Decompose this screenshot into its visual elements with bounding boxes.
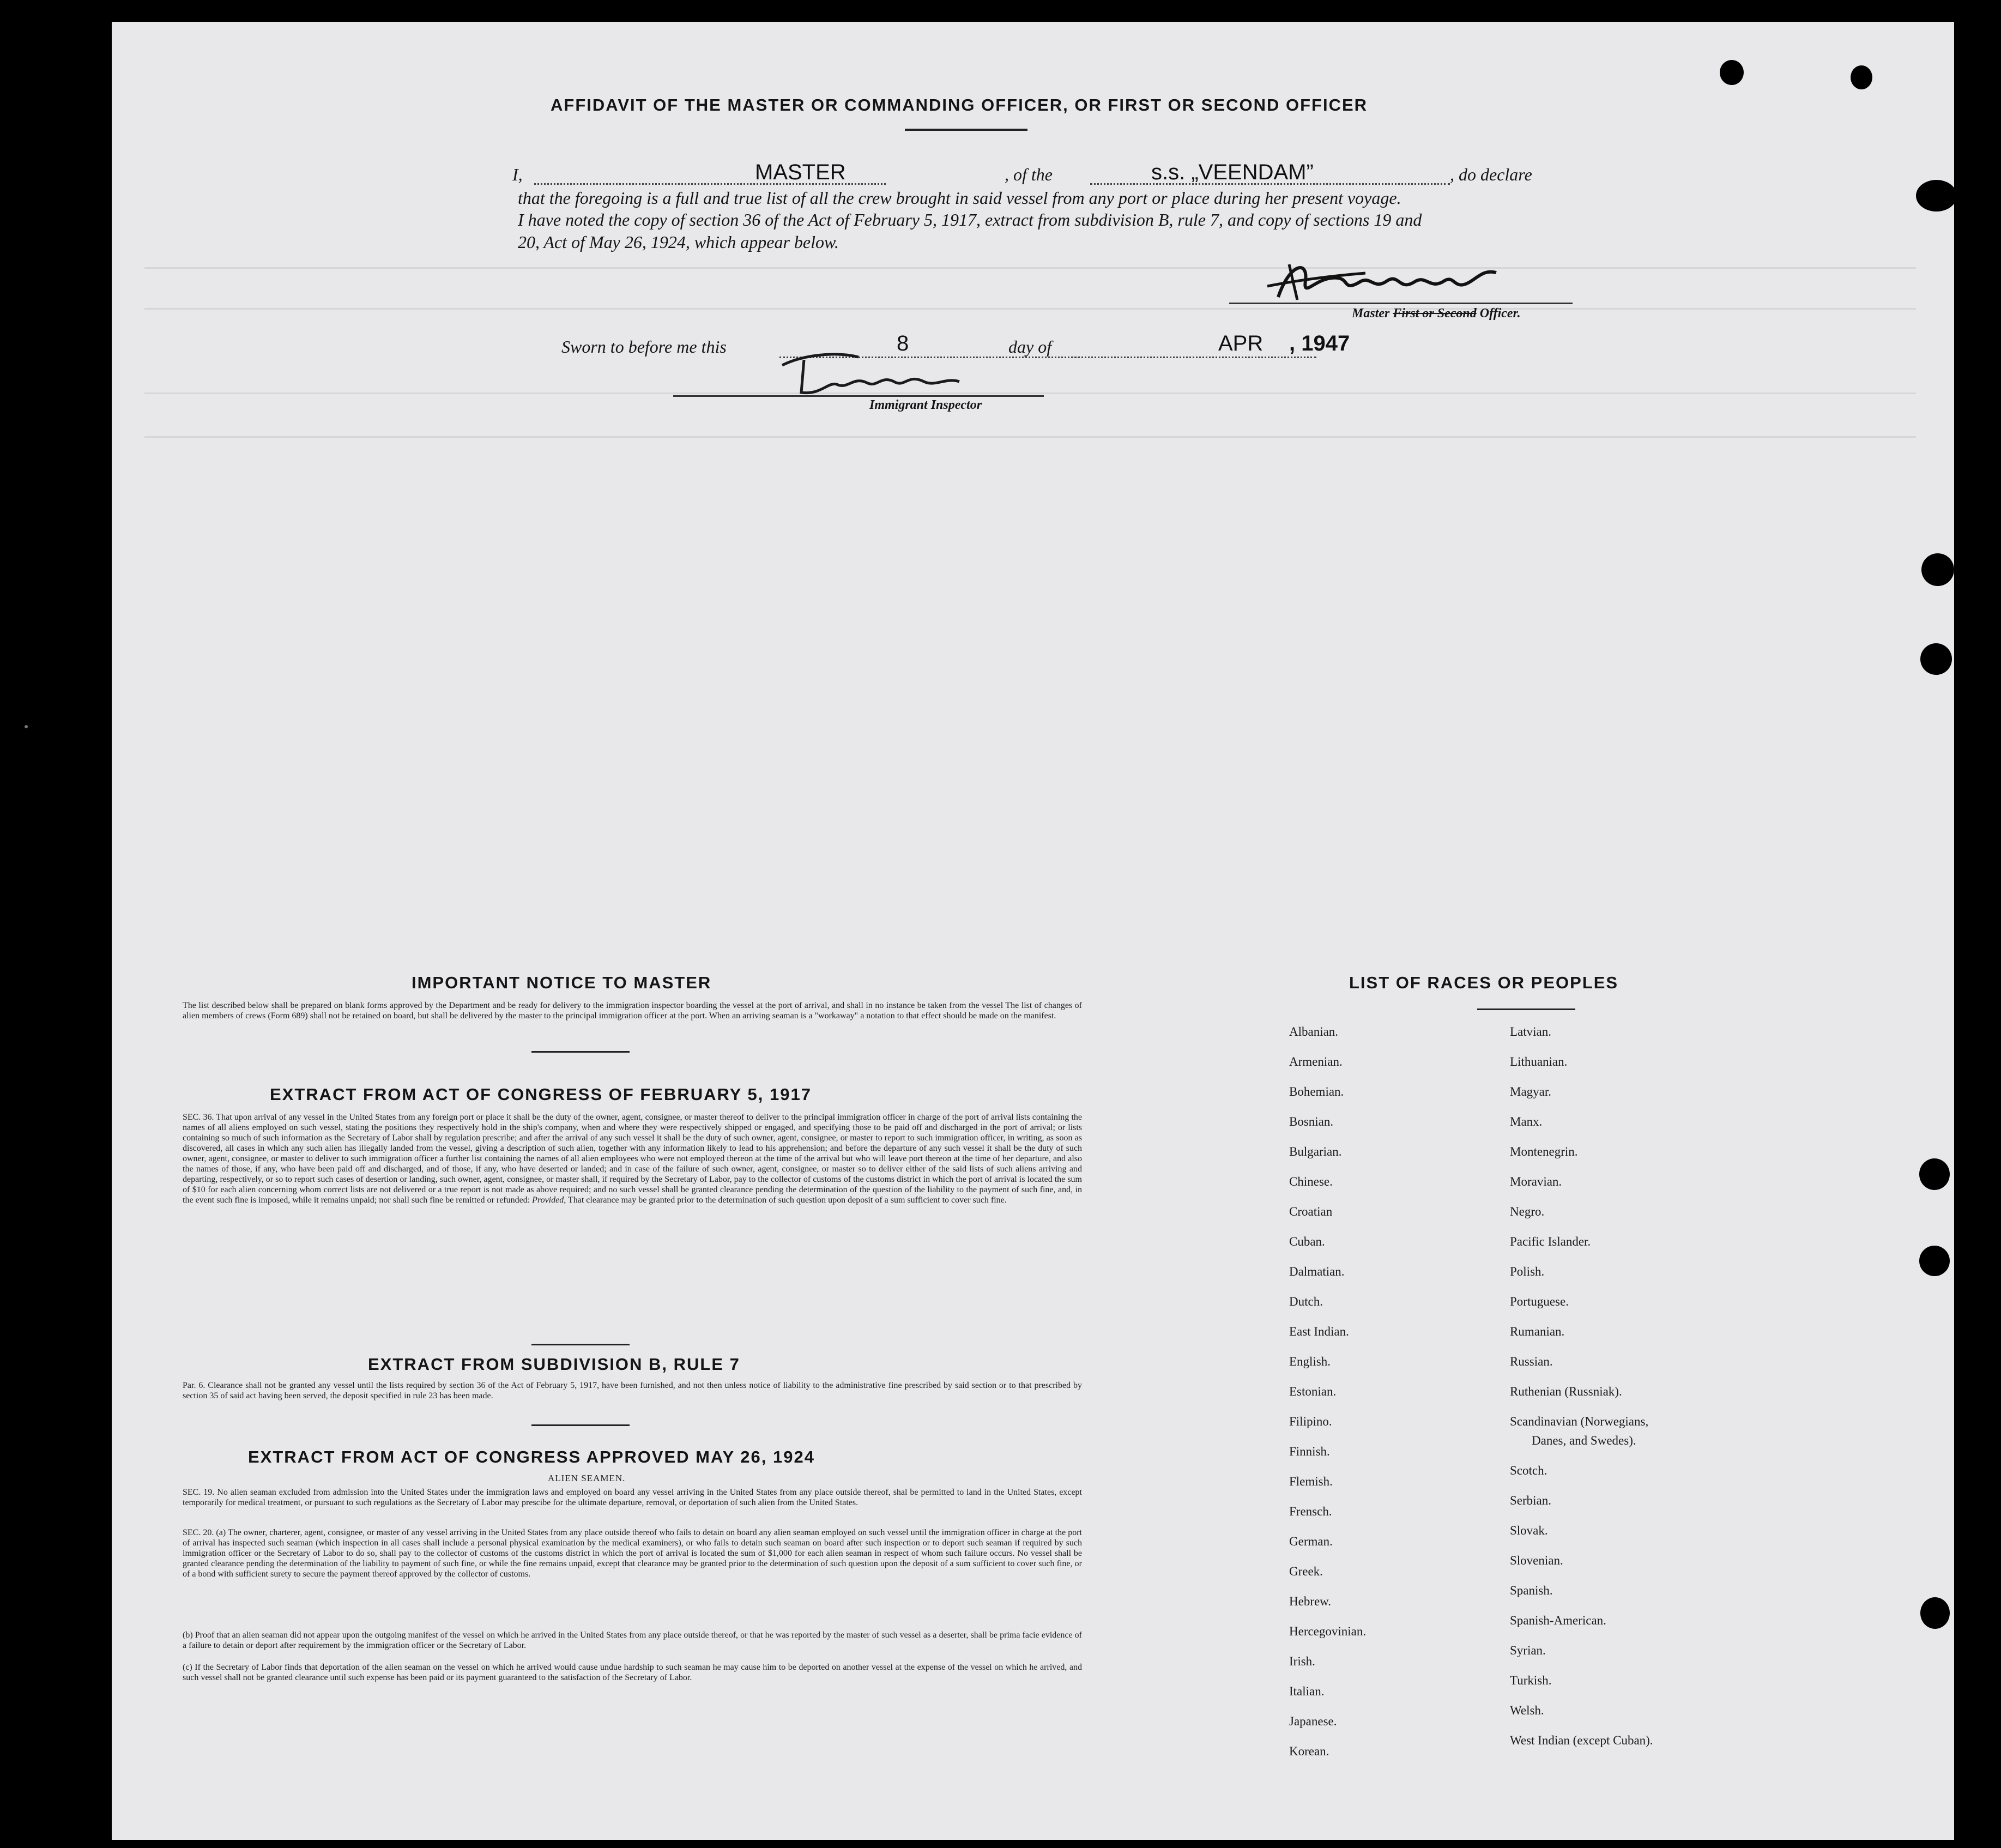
affidavit-title-rule	[905, 129, 1027, 131]
race-item: Chinese.	[1289, 1175, 1333, 1188]
affidavit-i-label: I,	[512, 165, 523, 184]
extract-1917-text	[183, 1112, 1082, 1205]
punch-hole	[1920, 1597, 1950, 1629]
race-item: Negro.	[1510, 1205, 1545, 1218]
race-item: Flemish.	[1289, 1475, 1333, 1488]
sworn-month-value: APR	[1218, 331, 1264, 355]
notice-text: The list described below shall be prepared on blank forms approved by the Department and be ready for delivery to the immigration inspector boarding the vessel at the port of arrival, and shall in no instance be taken from the vessel The list of changes of alien members of crews (Form 689) shall not be retained on board, but shall be delivered by the master to the principal immigration officer at the port. When an arriving seaman is a "workaway" a notation to that effect should be made on the manifest.	[183, 1001, 1082, 1020]
punch-hole	[1916, 180, 1954, 212]
of-the-label: , of the	[1005, 165, 1053, 184]
race-item: Bulgarian.	[1289, 1145, 1342, 1158]
notice-rule	[531, 1051, 630, 1053]
sworn-month-line	[1071, 357, 1316, 358]
punch-hole	[1921, 553, 1954, 586]
extract-1917-provided: Provided,	[532, 1195, 566, 1205]
signer-caption	[1352, 306, 1521, 321]
race-item: Spanish.	[1510, 1584, 1553, 1597]
bleed-through-line	[144, 267, 1916, 269]
signer-caption-struck: First or Second	[1393, 306, 1477, 321]
race-item: Slovak.	[1510, 1524, 1548, 1537]
race-item: Dalmatian.	[1289, 1265, 1345, 1278]
race-item: Lithuanian.	[1510, 1055, 1568, 1068]
extract-1924-sec20b: (b) Proof that an alien seaman did not appear upon the outgoing manifest of the vessel on which he arrived in the United States from any place outside thereof, or that he was reported by the master of such vessel as a deserter, shall be prima facie evidence of a failure to detain or deport after requirement by the immigration officer or the Secretary of Labor.	[183, 1630, 1082, 1650]
punch-hole	[1919, 1158, 1950, 1190]
extract-1924-sec19: SEC. 19. No alien seaman excluded from admission into the United States under the immigration laws and employed on board any vessel arriving in the United States from any place outside thereof, shal be permitted to land in the United States, except temporarily for medical treatment, or pursuant to such regulations as the Secretary of Labor may prescibe for the ultimate departure, removal, or deportation of such alien from the United States.	[183, 1488, 1082, 1507]
race-item: Finnish.	[1289, 1445, 1330, 1458]
bleed-through-line	[144, 308, 1916, 310]
master-signature-line	[1229, 303, 1573, 304]
race-item: English.	[1289, 1355, 1331, 1368]
race-item: Estonian.	[1289, 1385, 1337, 1398]
signer-caption-master: Master	[1352, 306, 1390, 321]
extract-1924-sec20a: SEC. 20. (a) The owner, charterer, agent, consignee, or master of any vessel arriving in the United States from any place outside thereof who fails to detain on board any alien seaman employed on such vessel until the immigration officer in charge at the port of arrival has inspected such seaman (which inspection in all cases shall include a personal physical examination by the medical examiners), or who fails to detain such seaman on board after such inspection or to deport such seaman if required by such immigration officer or the Secretary of Labor to do so, shall pay to the collector of customs of the customs district in which the port of arrival is located the sum of $1,000 for each alien seaman in respect of whom such failure occurs. No vessel shall be granted clearance pending the determination of the liability to payment of such fine, or while the fine remains unpaid, except that clearance may be granted prior to the determination of such question upon the deposit of a sum sufficient to cover such fine, or of a bond with sufficient surety to secure the payment thereof approved by the collector of customs.	[183, 1528, 1082, 1579]
affidavit-line-2: that the foregoing is a full and true list of all the crew brought in said vessel from any port or place during her present voyage.	[518, 188, 1401, 208]
punch-hole	[1920, 643, 1952, 675]
race-item: Ruthenian (Russniak).	[1510, 1385, 1622, 1398]
punch-hole	[1919, 1246, 1950, 1276]
punch-hole	[1720, 60, 1744, 85]
punch-hole	[1851, 65, 1872, 89]
vessel-field-value: s.s. „VEENDAM”	[1151, 160, 1314, 184]
affidavit-title: AFFIDAVIT OF THE MASTER OR COMMANDING OFFICER, OR FIRST OR SECOND OFFICER	[551, 95, 1368, 114]
race-item: Scandinavian (Norwegians,	[1510, 1415, 1649, 1428]
race-item: Rumanian.	[1510, 1325, 1565, 1338]
document-page	[112, 22, 1954, 1840]
race-item: Albanian.	[1289, 1025, 1339, 1038]
extract-1924-title: EXTRACT FROM ACT OF CONGRESS APPROVED MAY 26, 1924	[248, 1447, 815, 1466]
extract-1924-sec20c: (c) If the Secretary of Labor finds that deportation of the alien seaman on the vessel on which he arrived would cause undue hardship to such seaman he may cause him to be deported on another vessel at the expense of the vessel on which he arrived, and such vessel shall not be granted clearance until such expense has been paid or its payment guaranteed to the satisfaction of the Secretary of Labor.	[183, 1663, 1082, 1682]
extract-1917-body-end: That clearance may be granted prior to the determination of such question upon deposit of a sum sufficient to cover such fine.	[567, 1195, 1007, 1205]
race-item: German.	[1289, 1535, 1333, 1548]
race-item: Manx.	[1510, 1115, 1543, 1128]
race-item: Filipino.	[1289, 1415, 1332, 1428]
race-item: Japanese.	[1289, 1714, 1337, 1728]
race-item: Welsh.	[1510, 1704, 1544, 1717]
sworn-label: Sworn to before me this	[561, 337, 727, 357]
race-item: Korean.	[1289, 1744, 1329, 1758]
race-item: Bohemian.	[1289, 1085, 1344, 1098]
affidavit-line-4: 20, Act of May 26, 1924, which appear below.	[518, 232, 839, 252]
race-item: Cuban.	[1289, 1235, 1325, 1248]
race-item: Hebrew.	[1289, 1595, 1332, 1608]
race-item: Greek.	[1289, 1565, 1323, 1578]
bleed-through-line	[144, 392, 1916, 394]
race-item: Russian.	[1510, 1355, 1553, 1368]
bleed-through-line	[144, 436, 1916, 438]
extract-1917-rule	[531, 1344, 630, 1345]
race-item: Pacific Islander.	[1510, 1235, 1591, 1248]
race-item: Polish.	[1510, 1265, 1545, 1278]
race-item: West Indian (except Cuban).	[1510, 1734, 1653, 1747]
scan-speck	[25, 725, 28, 728]
race-item: Slovenian.	[1510, 1554, 1563, 1567]
extract-rule7-text: Par. 6. Clearance shall not be granted any vessel until the lists required by section 36 of the Act of February 5, 1917, have been furnished, and not then unless notice of liability to the administrative fine prescribed by said section or to that prescribed by section 35 of said act having been served, the deposit specified in rule 23 has been made.	[183, 1381, 1082, 1400]
race-item: Latvian.	[1510, 1025, 1551, 1038]
race-item: Italian.	[1289, 1684, 1325, 1698]
race-item: Turkish.	[1510, 1674, 1552, 1687]
race-item: Bosnian.	[1289, 1115, 1334, 1128]
race-item: Hercegovinian.	[1289, 1624, 1367, 1638]
extract-1924-subtitle: ALIEN SEAMEN.	[548, 1473, 626, 1483]
sworn-year-value: , 1947	[1289, 331, 1350, 355]
affidavit-line-3: I have noted the copy of section 36 of the Act of February 5, 1917, extract from subdivision B, rule 7, and copy of sections 19 and	[518, 210, 1422, 230]
races-left-column	[1289, 1025, 1366, 1774]
extract-1917-body: SEC. 36. That upon arrival of any vessel in the United States from any foreign port or place it shall be the duty of the owner, agent, consignee, or master thereof to deliver to the principal immigration officer in charge of the port of arrival lists containing the names of all aliens employed on such vessel, stating the positions they respectively hold in the ship's company, when and where they were respectively shipped or engaged, and specifying those to be paid off and discharged in the port of arrival; or lists containing so much of such information as the Secretary of Labor shall by regulation prescribe; and after the arrival of any such vessel it shall be the duty of such owner, agent, consignee, or master to report to such immigration officer, in writing, as soon as discovered, all cases in which any such alien has illegally landed from the vessel, giving a description of such alien, together with any information likely to lead to his apprehension; and before the departure of any such vessel it shall be the duty of such owner, agent, consignee, or master to deliver to such immigration officer a further list containing the names of all alien employees who were not employed thereon at the time of the arrival but who will leave port thereon at the time of her departure, and also the names of those, if any, who have been paid off and discharged, and of those, if any, who have deserted or landed; and in case of the failure of such owner, agent, consignee, or master so to deliver either of the said lists of such aliens arriving and departing, respectively, or so to report such cases of desertion or landing, such owner, agent, consignee, or master shall, if required by the Secretary of Labor, pay to the collector of customs of the customs district in which the port of arrival is located the sum of $10 for each alien concerning whom correct lists are not delivered or a true report is not made as above required; and no such vessel shall be granted clearance pending the determination of the question of the liability to the payment of such fine, and, in the event such fine is imposed, while it remains unpaid; nor shall such fine be remitted or refunded:	[183, 1113, 1082, 1205]
race-item: Magyar.	[1510, 1085, 1552, 1098]
race-item: Syrian.	[1510, 1644, 1546, 1657]
race-item: Moravian.	[1510, 1175, 1562, 1188]
signer-caption-officer: Officer.	[1479, 306, 1521, 321]
inspector-caption: Immigrant Inspector	[869, 398, 982, 412]
race-item: Armenian.	[1289, 1055, 1343, 1068]
race-item: Scotch.	[1510, 1464, 1547, 1477]
race-item: Danes, and Swedes).	[1532, 1434, 1636, 1447]
do-declare-label: , do declare	[1450, 165, 1532, 184]
races-title: LIST OF RACES OR PEOPLES	[1349, 973, 1619, 992]
race-item: Spanish-American.	[1510, 1614, 1606, 1627]
sworn-day-value: 8	[897, 331, 909, 355]
extract-rule7-title: EXTRACT FROM SUBDIVISION B, RULE 7	[368, 1355, 740, 1374]
races-right-column	[1510, 1025, 1653, 1764]
race-item: East Indian.	[1289, 1325, 1349, 1338]
extract-rule7-rule	[531, 1424, 630, 1426]
race-item: Serbian.	[1510, 1494, 1552, 1507]
race-item: Portuguese.	[1510, 1295, 1569, 1308]
race-item: Frensch.	[1289, 1505, 1332, 1518]
race-item: Dutch.	[1289, 1295, 1323, 1308]
name-field-value: MASTER	[755, 160, 846, 184]
inspector-signature	[771, 343, 1000, 403]
race-item: Irish.	[1289, 1654, 1315, 1668]
race-item: Montenegrin.	[1510, 1145, 1578, 1158]
races-rule	[1477, 1008, 1575, 1010]
notice-title: IMPORTANT NOTICE TO MASTER	[412, 973, 712, 992]
bleed-through-heading	[466, 76, 471, 104]
race-item: Croatian	[1289, 1205, 1333, 1218]
extract-1917-title: EXTRACT FROM ACT OF CONGRESS OF FEBRUARY 5, 1917	[270, 1085, 812, 1104]
day-of-label: day of	[1008, 337, 1052, 357]
inspector-signature-line	[673, 395, 1044, 397]
